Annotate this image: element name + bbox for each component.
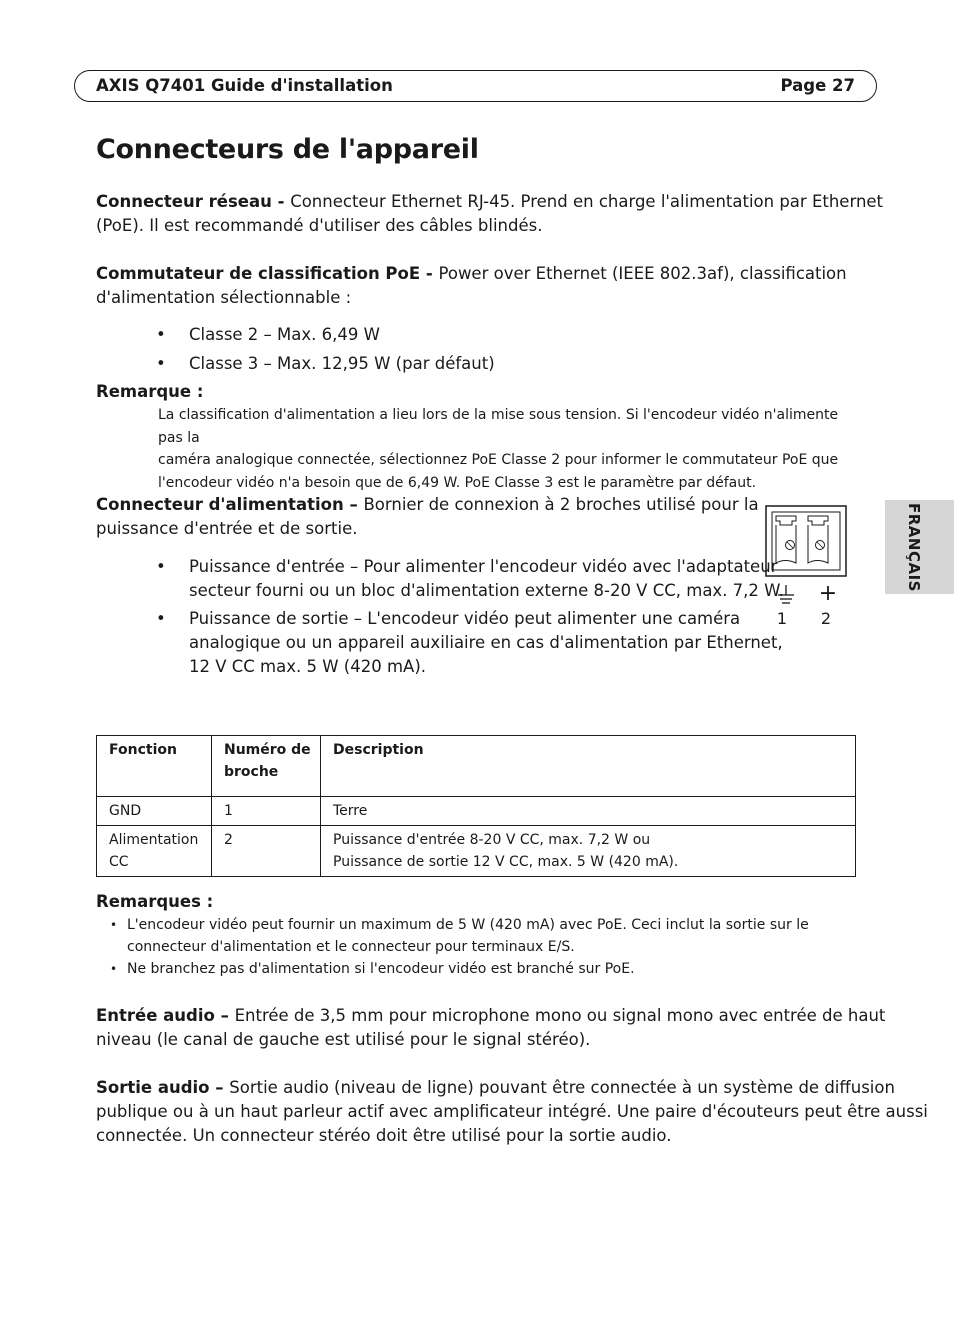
audio-out-label: Sortie audio – — [96, 1078, 230, 1097]
audio-in-label: Entrée audio – — [96, 1006, 235, 1025]
remarks-list — [110, 914, 830, 980]
table-cell: 2 — [212, 826, 321, 877]
table-cell: Alimentation CC — [97, 826, 212, 877]
audio-out-paragraph: Sortie audio – Sortie audio (niveau de ligne) pouvant être connectée à un système de diffusion publique ou à un haut parleur actif avec amplificateur intégré. Une paire d'écouteurs peut être aussi connectée. Un connecteur stéréo doit être utilisé pour la sortie audio. — [96, 1078, 928, 1145]
table-header-row — [97, 736, 856, 797]
page-title: Connecteurs de l'appareil — [96, 134, 479, 165]
language-tab-label: FRANÇAIS — [905, 503, 923, 592]
terminal-clamp-2 — [808, 516, 828, 525]
list-item: • L'encodeur vidéo peut fournir un maximum de 5 W (420 mA) avec PoE. Ceci inclut la sortie sur le connecteur d'alimentation et le connecteur pour terminaux E/S. — [110, 917, 809, 955]
remarks-label: Remarques : — [96, 892, 214, 911]
table-header-cell: Fonction — [97, 736, 212, 797]
table-cell: GND — [97, 797, 212, 826]
table-header-cell: Numéro de broche — [212, 736, 321, 797]
pin-1-label: 1 — [776, 609, 788, 628]
table-cell: 1 — [212, 797, 321, 826]
header-title: AXIS Q7401 Guide d'installation — [96, 76, 393, 95]
connector-inner-frame — [772, 512, 840, 570]
terminal-clamp-1 — [776, 516, 796, 525]
page-header — [74, 70, 877, 102]
terminal-slot-2 — [808, 525, 828, 563]
list-item: • Ne branchez pas d'alimentation si l'encodeur vidéo est branché sur PoE. — [110, 961, 635, 977]
network-connector-paragraph: Connecteur réseau - Connecteur Ethernet RJ-45. Prend en charge l'alimentation par Ethernet (PoE). Il est recommandé d'utiliser des câbles blindés. — [96, 192, 884, 235]
ground-symbol-icon — [778, 585, 794, 603]
table-row — [97, 797, 856, 826]
poe-switch-label: Commutateur de classification PoE - — [96, 264, 439, 283]
header-page-number: Page 27 — [780, 76, 855, 95]
pin-2-label: 2 — [820, 609, 832, 628]
table-header-cell: Description — [321, 736, 856, 797]
power-connector-diagram — [760, 500, 860, 630]
network-connector-label: Connecteur réseau - — [96, 192, 291, 211]
plus-symbol: + — [818, 581, 838, 606]
note-text: La classification d'alimentation a lieu lors de la mise sous tension. Si l'encodeur vidéo n'alimente pas la caméra analogique connectée, sélectionnez PoE Classe 2 pour informer le commutateur PoE que l'encodeur vidéo n'a besoin que de 6,49 W. PoE Classe 3 est le paramètre par défaut. — [158, 407, 839, 491]
language-tab — [885, 500, 954, 594]
table-cell: Puissance d'entrée 8-20 V CC, max. 7,2 W ou Puissance de sortie 12 V CC, max. 5 W (420 mA). — [321, 826, 856, 877]
table-row — [97, 826, 856, 877]
poe-switch-paragraph: Commutateur de classification PoE - Power over Ethernet (IEEE 802.3af), classification d'alimentation sélectionnable : — [96, 264, 847, 307]
note-label: Remarque : — [96, 382, 204, 401]
pin-table — [96, 735, 856, 877]
table-cell: Terre — [321, 797, 856, 826]
audio-in-paragraph: Entrée audio – Entrée de 3,5 mm pour microphone mono ou signal mono avec entrée de haut niveau (le canal de gauche est utilisé pour le signal stéréo). — [96, 1006, 886, 1049]
power-connector-label: Connecteur d'alimentation – — [96, 495, 364, 514]
power-connector-paragraph: Connecteur d'alimentation – Bornier de connexion à 2 broches utilisé pour la puissance d'entrée et de sortie. — [96, 495, 759, 538]
